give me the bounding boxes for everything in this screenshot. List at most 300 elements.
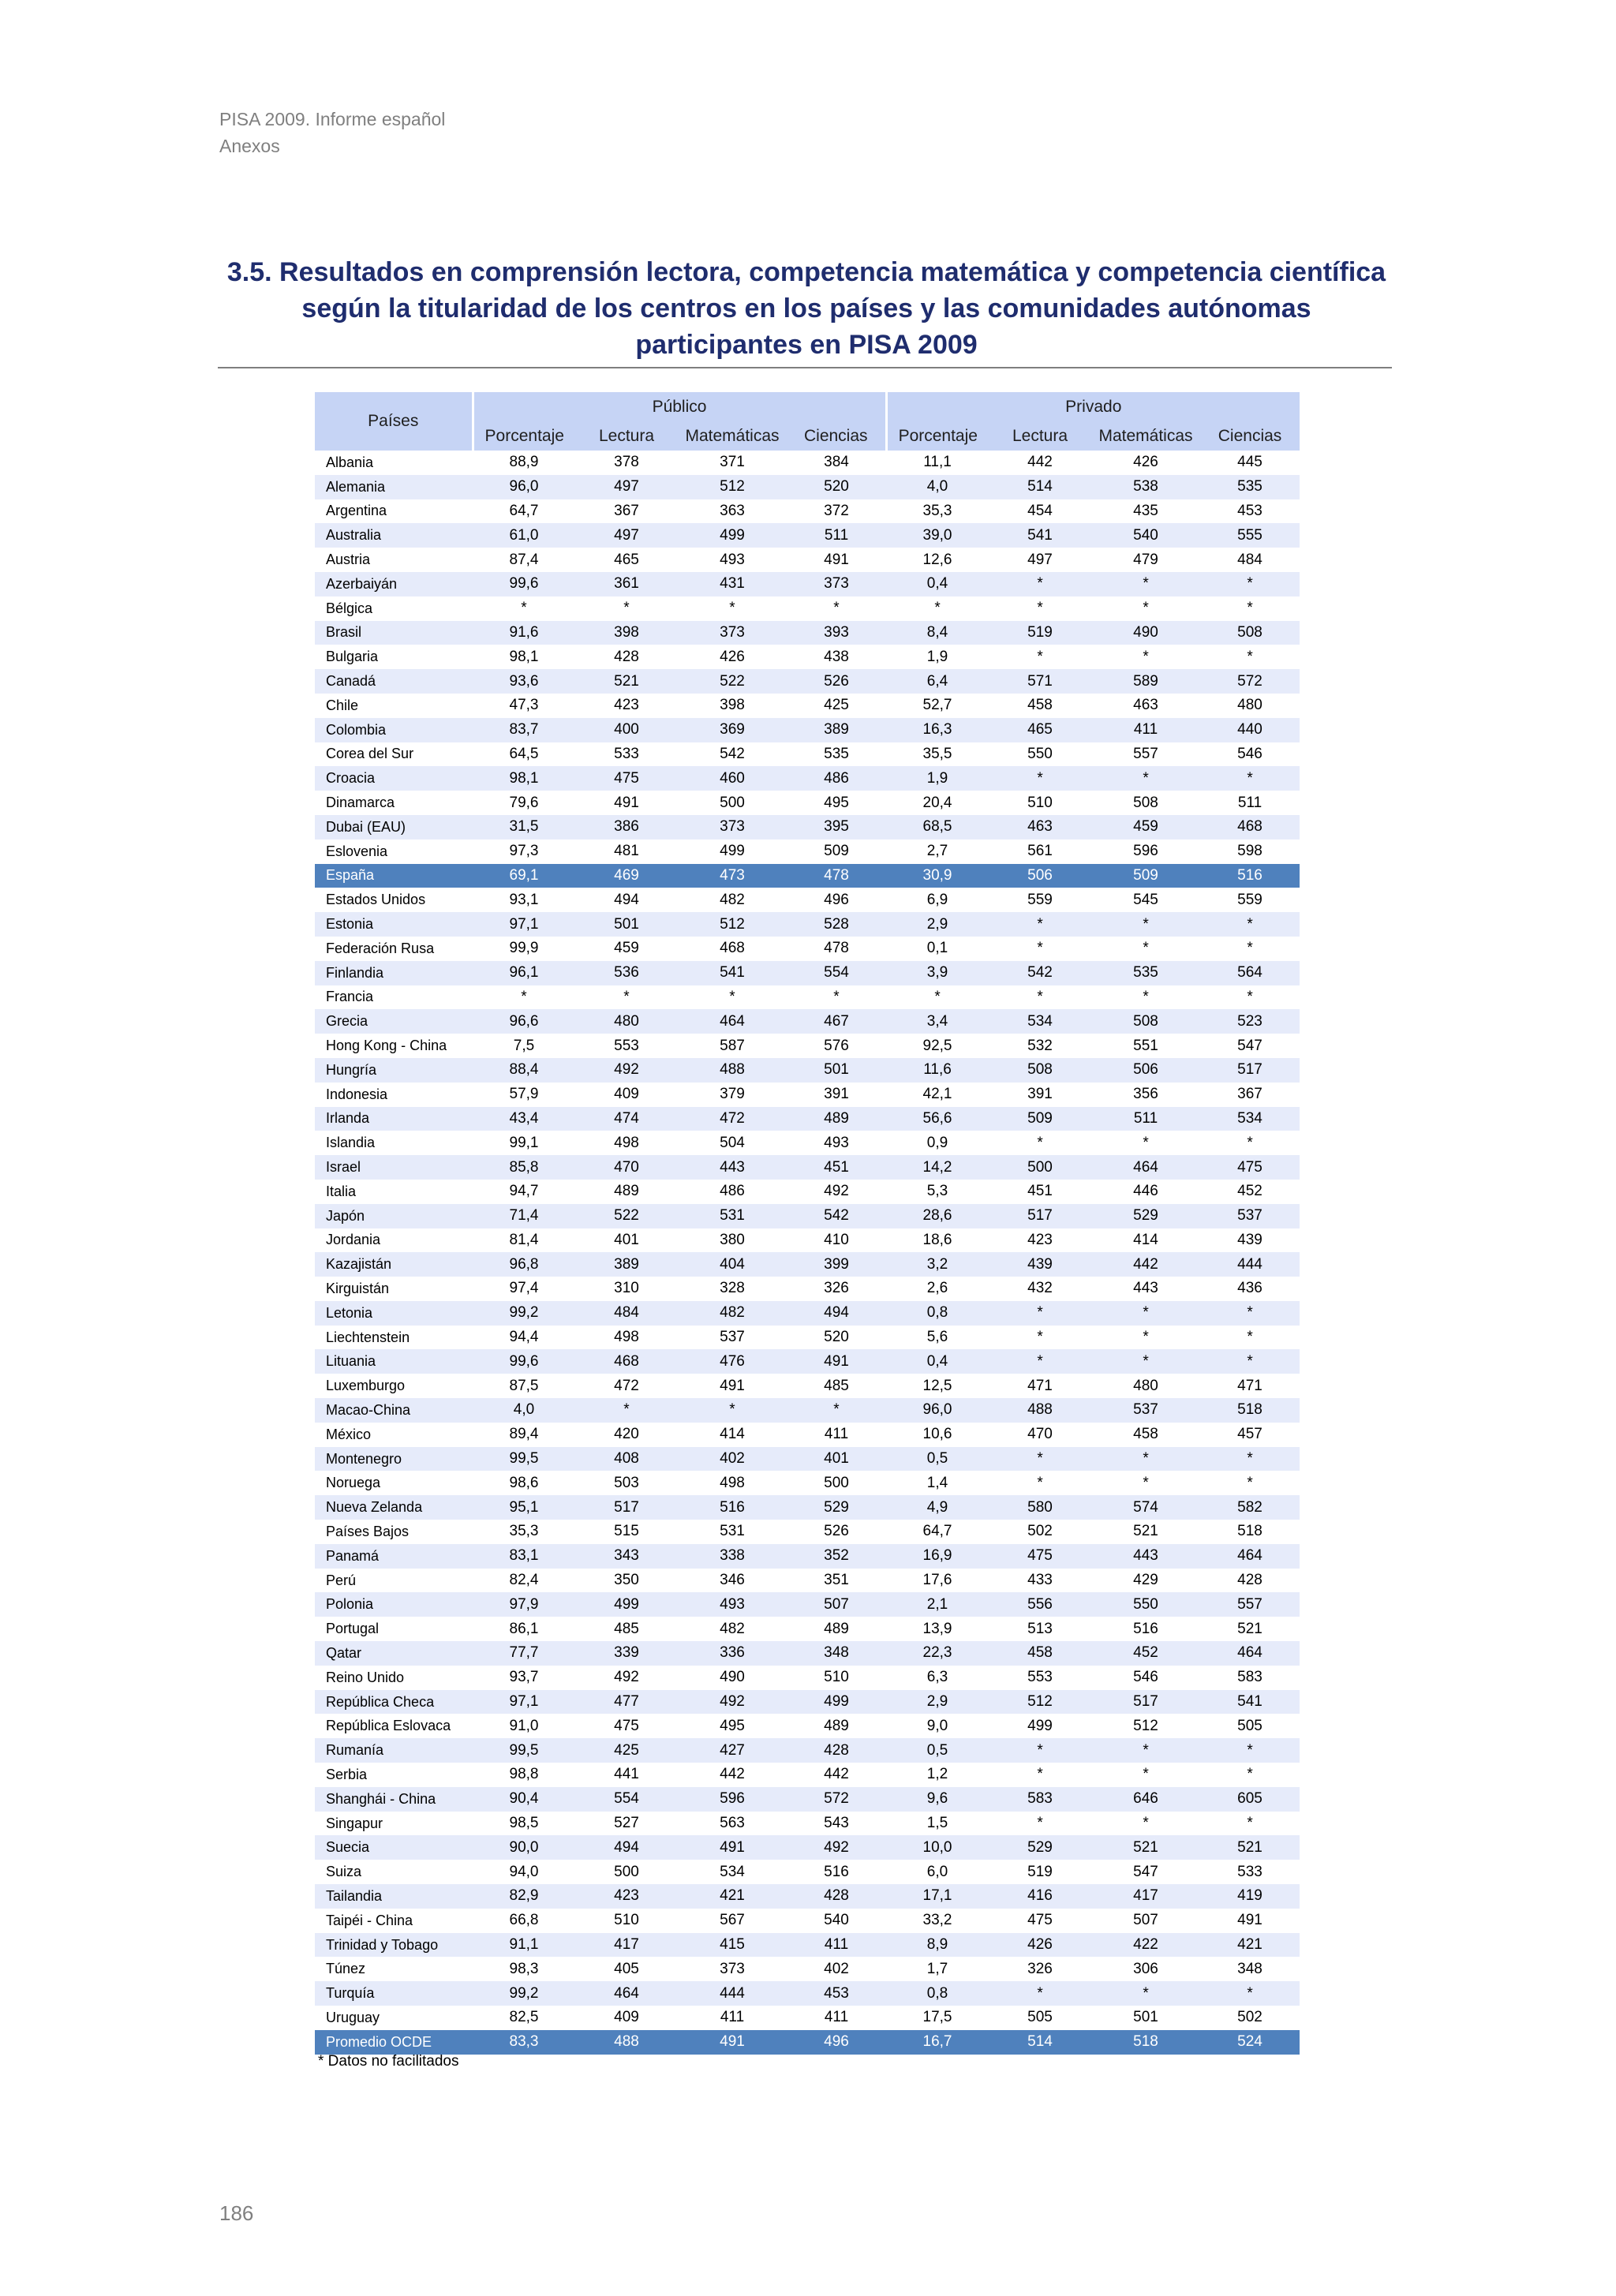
public-science-cell: 389 [787,718,886,742]
private-math-cell: 574 [1091,1495,1200,1520]
private-math-cell: * [1091,1447,1200,1471]
private-percentage-cell: 8,9 [886,1933,989,1958]
public-reading-cell: 441 [614,1766,639,1783]
private-percentage-cell: 2,9 [886,1690,989,1715]
country-cell: Reino Unido [326,1669,405,1685]
private-math-cell: * [1091,572,1200,596]
country-cell: Rumanía [315,1738,473,1763]
public-reading-cell: 503 [614,1474,639,1491]
private-percentage-cell: 10,0 [886,1835,989,1860]
private-science-cell: 582 [1200,1495,1300,1520]
country-cell: Qatar [315,1641,473,1666]
country-cell: Finlandia [315,961,473,985]
public-percentage-cell: 35,3 [509,1523,539,1540]
public-reading-cell: 474 [575,1107,678,1131]
public-reading-cell: 484 [575,1301,678,1326]
public-percentage-cell: 69,1 [473,864,575,888]
table-row [315,1423,1300,1447]
private-science-cell: 464 [1200,1544,1300,1569]
private-science-cell: * [1200,766,1300,791]
public-science-cell: 511 [787,523,886,548]
private-reading-cell: 432 [1027,1280,1053,1297]
private-science-cell: 502 [1237,2009,1262,2026]
private-percentage-cell: 1,9 [926,648,948,665]
public-science-cell: 352 [787,1544,886,1569]
private-science-cell: 541 [1200,1690,1300,1715]
private-percentage-cell: 1,5 [926,1815,948,1832]
public-math-cell: 444 [678,1981,787,2006]
private-math-cell: 646 [1091,1787,1200,1812]
column-header-private-reading: Lectura [989,421,1091,451]
table-row [315,1228,1300,1253]
private-reading-cell: 326 [1027,1960,1053,1977]
country-cell: Bulgaria [326,649,379,665]
public-science-cell: * [833,988,840,1005]
private-percentage-cell: 33,2 [922,1912,952,1929]
private-reading-cell: 499 [1027,1717,1053,1734]
public-percentage-cell: 31,5 [473,815,575,839]
private-percentage-cell: 30,9 [886,864,989,888]
private-science-cell: 511 [1237,794,1262,811]
country-cell: Federación Rusa [326,940,435,956]
private-percentage-cell: 64,7 [922,1523,952,1540]
private-reading-cell: * [1037,1474,1043,1491]
private-percentage-cell: 16,7 [886,2030,989,2055]
private-math-cell: * [1143,1815,1149,1832]
public-science-cell: 543 [824,1815,849,1832]
public-percentage-cell: 89,4 [509,1426,539,1443]
country-cell: Suiza [326,1864,362,1880]
public-math-cell: 421 [678,1884,787,1909]
private-percentage-cell: 6,9 [926,891,948,908]
section-title-line-1: 3.5. Resultados en comprensión lectora, competencia matemática y competencia científica [226,257,1386,287]
private-reading-cell: 426 [989,1933,1091,1958]
private-science-cell: 523 [1200,1009,1300,1034]
public-percentage-cell: 94,7 [509,1183,539,1200]
public-percentage-cell: 99,5 [473,1447,575,1471]
public-reading-cell: 409 [614,2009,639,2026]
private-percentage-cell: 20,4 [922,794,952,811]
public-math-cell: 567 [720,1912,745,1929]
private-math-cell: 417 [1091,1884,1200,1909]
country-cell: Corea del Sur [326,746,414,762]
public-reading-cell: 510 [614,1912,639,1929]
public-percentage-cell: 83,7 [473,718,575,742]
country-cell: Liechtenstein [326,1329,410,1345]
public-percentage-cell: 91,6 [473,621,575,645]
table-row [315,1180,1300,1204]
country-cell: Francia [326,989,374,1005]
public-science-cell: 351 [824,1572,849,1589]
public-percentage-cell: 99,1 [509,1134,539,1151]
private-math-cell: 507 [1133,1912,1158,1929]
public-percentage-cell: 99,6 [473,572,575,596]
public-percentage-cell: 87,4 [509,551,539,568]
country-cell: Azerbaiyán [315,572,473,596]
private-math-cell: 551 [1133,1037,1158,1054]
private-reading-cell: * [989,766,1091,791]
public-reading-cell: 494 [614,891,639,908]
public-science-cell: 393 [787,621,886,645]
table-row [315,1860,1300,1884]
private-reading-cell: 514 [989,2030,1091,2055]
private-math-cell: 550 [1091,1592,1200,1617]
public-science-cell: * [833,600,840,617]
private-math-cell: * [1143,940,1149,957]
private-reading-cell: 519 [989,621,1091,645]
table-row [315,1690,1300,1715]
public-percentage-cell: 88,9 [509,454,539,471]
public-percentage-cell: 97,4 [509,1280,539,1297]
private-percentage-cell: 18,6 [922,1231,952,1248]
private-percentage-cell: 42,1 [922,1086,952,1103]
public-percentage-cell: 82,5 [509,2009,539,2026]
private-science-cell: 440 [1200,718,1300,742]
public-percentage-cell: 99,2 [473,1981,575,2006]
public-reading-cell: 401 [614,1231,639,1248]
private-reading-cell: 416 [989,1884,1091,1909]
private-science-cell: 518 [1200,1398,1300,1423]
public-reading-cell: 420 [614,1426,639,1443]
private-math-cell: 512 [1133,1717,1158,1734]
private-science-cell: 453 [1237,502,1262,519]
public-percentage-cell: 7,5 [513,1037,535,1054]
table-row [315,1738,1300,1763]
public-percentage-cell: 93,7 [509,1669,539,1686]
public-math-cell: 371 [720,454,745,471]
public-math-cell: 516 [678,1495,787,1520]
country-cell: Túnez [326,1961,366,1977]
country-cell: España [315,864,473,888]
private-reading-cell: * [989,572,1091,596]
table-row [315,572,1300,596]
public-science-cell: 491 [824,551,849,568]
running-header-title: PISA 2009. Informe español [219,109,446,129]
public-science-cell: 576 [824,1037,849,1054]
public-science-cell: 428 [787,1884,886,1909]
public-reading-cell: 408 [575,1447,678,1471]
public-science-cell: 540 [824,1912,849,1929]
country-cell: Albania [326,454,374,470]
public-math-cell: 427 [678,1738,787,1763]
public-math-cell: 369 [678,718,787,742]
country-cell: Croacia [315,766,473,791]
public-math-cell: 411 [720,2009,745,2026]
table-row [315,1957,1300,1981]
table-row [315,1009,1300,1034]
table-row [315,1835,1300,1860]
country-cell: Suecia [315,1835,473,1860]
private-reading-cell: * [989,1447,1091,1471]
private-math-cell: 443 [1091,1544,1200,1569]
public-percentage-cell: 98,8 [509,1766,539,1783]
private-math-cell: 356 [1133,1086,1158,1103]
public-math-cell: 336 [678,1641,787,1666]
country-cell: Estados Unidos [326,892,426,908]
private-science-cell: 524 [1200,2030,1300,2055]
public-percentage-cell: 66,8 [509,1912,539,1929]
private-percentage-cell: 0,5 [886,1738,989,1763]
private-science-cell: 445 [1237,454,1262,471]
public-math-cell: * [678,1398,787,1423]
private-reading-cell: 571 [989,669,1091,694]
table-header [315,392,1300,451]
public-science-cell: 348 [787,1641,886,1666]
public-science-cell: 391 [824,1086,849,1103]
private-reading-cell: 451 [1027,1183,1053,1200]
private-reading-cell: 519 [1027,1863,1053,1880]
private-science-cell: * [1247,940,1253,957]
private-reading-cell: 488 [989,1398,1091,1423]
private-math-cell: 545 [1133,891,1158,908]
public-percentage-cell: 94,0 [509,1863,539,1880]
public-reading-cell: 522 [575,1204,678,1228]
table-row [315,1787,1300,1812]
public-math-cell: 491 [720,1377,745,1394]
private-percentage-cell: 2,1 [886,1592,989,1617]
public-math-cell: 442 [720,1766,745,1783]
public-percentage-cell: 43,4 [473,1107,575,1131]
private-reading-cell: 439 [989,1252,1091,1277]
public-reading-cell: 515 [614,1523,639,1540]
private-math-cell: 490 [1091,621,1200,645]
table-row [315,2030,1300,2055]
private-percentage-cell: 92,5 [922,1037,952,1054]
country-cell: Macao-China [315,1398,473,1423]
public-math-cell: 398 [720,697,745,714]
country-cell: Luxemburgo [326,1378,406,1394]
public-math-cell: * [729,600,735,617]
private-percentage-cell: 0,4 [886,572,989,596]
public-science-cell: 526 [824,1523,849,1540]
public-reading-cell: 501 [575,912,678,937]
private-science-cell: 428 [1237,1572,1262,1589]
public-math-cell: 379 [720,1086,745,1103]
private-science-cell: 572 [1200,669,1300,694]
private-percentage-cell: 22,3 [886,1641,989,1666]
private-reading-cell: * [989,1301,1091,1326]
private-math-cell: 521 [1133,1523,1158,1540]
public-math-cell: * [729,988,735,1005]
public-percentage-cell: 81,4 [509,1231,539,1248]
public-math-cell: 499 [720,843,745,860]
public-science-cell: 509 [824,843,849,860]
country-cell: República Eslovaca [326,1718,451,1734]
public-percentage-cell: 47,3 [509,697,539,714]
table-row [315,645,1300,669]
private-reading-cell: 534 [989,1009,1091,1034]
private-math-cell: * [1091,766,1200,791]
public-percentage-cell: 98,3 [509,1960,539,1977]
public-percentage-cell: 99,9 [509,940,539,957]
private-math-cell: 508 [1133,794,1158,811]
table-row [315,451,1300,475]
table-row [315,1398,1300,1423]
private-science-cell: * [1200,572,1300,596]
public-math-cell: 500 [720,794,745,811]
country-cell: Noruega [326,1475,381,1491]
private-reading-cell: 529 [989,1835,1091,1860]
public-reading-cell: 492 [614,1669,639,1686]
private-reading-cell: 423 [1027,1231,1053,1248]
public-percentage-cell: 57,9 [509,1086,539,1103]
public-science-cell: 451 [787,1155,886,1180]
column-header-public-science: Ciencias [787,421,886,451]
table-row [315,1131,1300,1155]
section-title-line-2: según la titularidad de los centros en los países y las comunidades autónomas [301,294,1311,323]
public-science-cell: 467 [787,1009,886,1034]
country-cell: Uruguay [326,2009,380,2025]
public-percentage-cell: 96,8 [473,1252,575,1277]
public-reading-cell: 480 [575,1009,678,1034]
private-science-cell: 537 [1200,1204,1300,1228]
public-reading-cell: 378 [614,454,639,471]
public-percentage-cell: 97,1 [473,912,575,937]
section-title [219,254,1393,363]
public-percentage-cell: 86,1 [509,1620,539,1637]
private-science-cell: 559 [1237,891,1262,908]
private-percentage-cell: 35,5 [922,745,952,762]
private-reading-cell: * [989,912,1091,937]
public-math-cell: 498 [720,1474,745,1491]
public-reading-cell: 400 [575,718,678,742]
table-row [315,937,1300,961]
public-percentage-cell: 94,4 [509,1329,539,1346]
table-row [315,1447,1300,1471]
group-header-public: Público [473,392,886,421]
private-science-cell: 439 [1237,1231,1262,1248]
public-reading-cell: 536 [575,961,678,985]
public-math-cell: 512 [678,912,787,937]
column-header-public-math: Matemáticas [678,421,787,451]
table-row [315,1083,1300,1107]
public-science-cell: 494 [787,1301,886,1326]
public-math-cell: 492 [678,1690,787,1715]
table-row [315,1592,1300,1617]
table-body [315,451,1300,2055]
private-math-cell: 518 [1091,2030,1200,2055]
public-math-cell: 373 [678,621,787,645]
table-row [315,1812,1300,1836]
public-math-cell: 488 [678,1058,787,1083]
private-science-cell: 583 [1237,1669,1262,1686]
public-reading-cell: 361 [575,572,678,596]
public-reading-cell: 527 [614,1815,639,1832]
private-math-cell: * [1143,1134,1149,1151]
private-math-cell: 546 [1133,1669,1158,1686]
public-percentage-cell: 98,5 [509,1815,539,1832]
public-reading-cell: 464 [575,1981,678,2006]
private-reading-cell: 475 [1027,1912,1053,1929]
country-cell: Colombia [315,718,473,742]
table-row [315,985,1300,1010]
public-math-cell: 512 [678,475,787,499]
table-row [315,1641,1300,1666]
private-percentage-cell: 11,1 [923,454,952,471]
header-row-groups [315,392,1300,421]
public-math-cell: 476 [678,1349,787,1374]
public-percentage-cell: 99,6 [473,1349,575,1374]
country-cell: Portugal [326,1621,380,1637]
public-reading-cell: 477 [575,1690,678,1715]
private-math-cell: 540 [1091,523,1200,548]
private-math-cell: 452 [1091,1641,1200,1666]
private-reading-cell: * [1037,1815,1043,1832]
private-reading-cell: 500 [989,1155,1091,1180]
table-row [315,961,1300,985]
private-science-cell: 505 [1237,1717,1262,1734]
country-cell: Argentina [326,503,387,519]
public-math-cell: 491 [678,1835,787,1860]
private-math-cell: * [1143,1329,1149,1346]
public-math-cell: 490 [720,1669,745,1686]
public-science-cell: 554 [787,961,886,985]
table-row [315,1301,1300,1326]
public-science-cell: 411 [787,1933,886,1958]
private-percentage-cell: 13,9 [922,1620,952,1637]
country-cell: Nueva Zelanda [315,1495,473,1520]
private-math-cell: 596 [1133,843,1158,860]
public-science-cell: 395 [787,815,886,839]
private-math-cell: 479 [1133,551,1158,568]
table-row [315,694,1300,718]
private-reading-cell: 510 [1027,794,1053,811]
private-reading-cell: 508 [989,1058,1091,1083]
private-percentage-cell: * [934,988,941,1005]
table-row [315,718,1300,742]
table-row [315,621,1300,645]
private-science-cell: 421 [1200,1933,1300,1958]
column-header-private-math: Matemáticas [1091,421,1200,451]
private-reading-cell: 497 [1027,551,1053,568]
public-reading-cell: 497 [575,523,678,548]
country-cell: Italia [326,1183,357,1199]
private-percentage-cell: 12,6 [922,551,952,568]
private-science-cell: 436 [1237,1280,1262,1297]
private-reading-cell: * [989,1349,1091,1374]
public-percentage-cell: 90,0 [473,1835,575,1860]
public-math-cell: 363 [720,502,745,519]
private-reading-cell: 463 [989,815,1091,839]
private-science-cell: * [1247,1766,1253,1783]
private-reading-cell: 517 [989,1204,1091,1228]
public-science-cell: 372 [824,502,849,519]
public-reading-cell: 517 [575,1495,678,1520]
private-percentage-cell: 12,5 [922,1377,952,1394]
table-row [315,1544,1300,1569]
table-row [315,1349,1300,1374]
private-math-cell: 557 [1133,745,1158,762]
country-cell: Chile [326,697,359,713]
private-percentage-cell: 2,7 [926,843,948,860]
table-row [315,1155,1300,1180]
public-math-cell: 522 [678,669,787,694]
private-percentage-cell: 6,0 [926,1863,948,1880]
public-reading-cell: 533 [614,745,639,762]
country-cell: Polonia [315,1592,473,1617]
private-reading-cell: 471 [1027,1377,1053,1394]
private-science-cell: 419 [1200,1884,1300,1909]
private-math-cell: * [1091,1981,1200,2006]
private-science-cell: 598 [1237,843,1262,860]
public-percentage-cell: 64,5 [509,745,539,762]
public-science-cell: 489 [824,1620,849,1637]
country-cell: Jordania [326,1232,381,1248]
public-reading-cell: 423 [575,1884,678,1909]
table-row [315,766,1300,791]
private-science-cell: * [1200,1738,1300,1763]
country-cell: Kirguistán [326,1280,390,1296]
